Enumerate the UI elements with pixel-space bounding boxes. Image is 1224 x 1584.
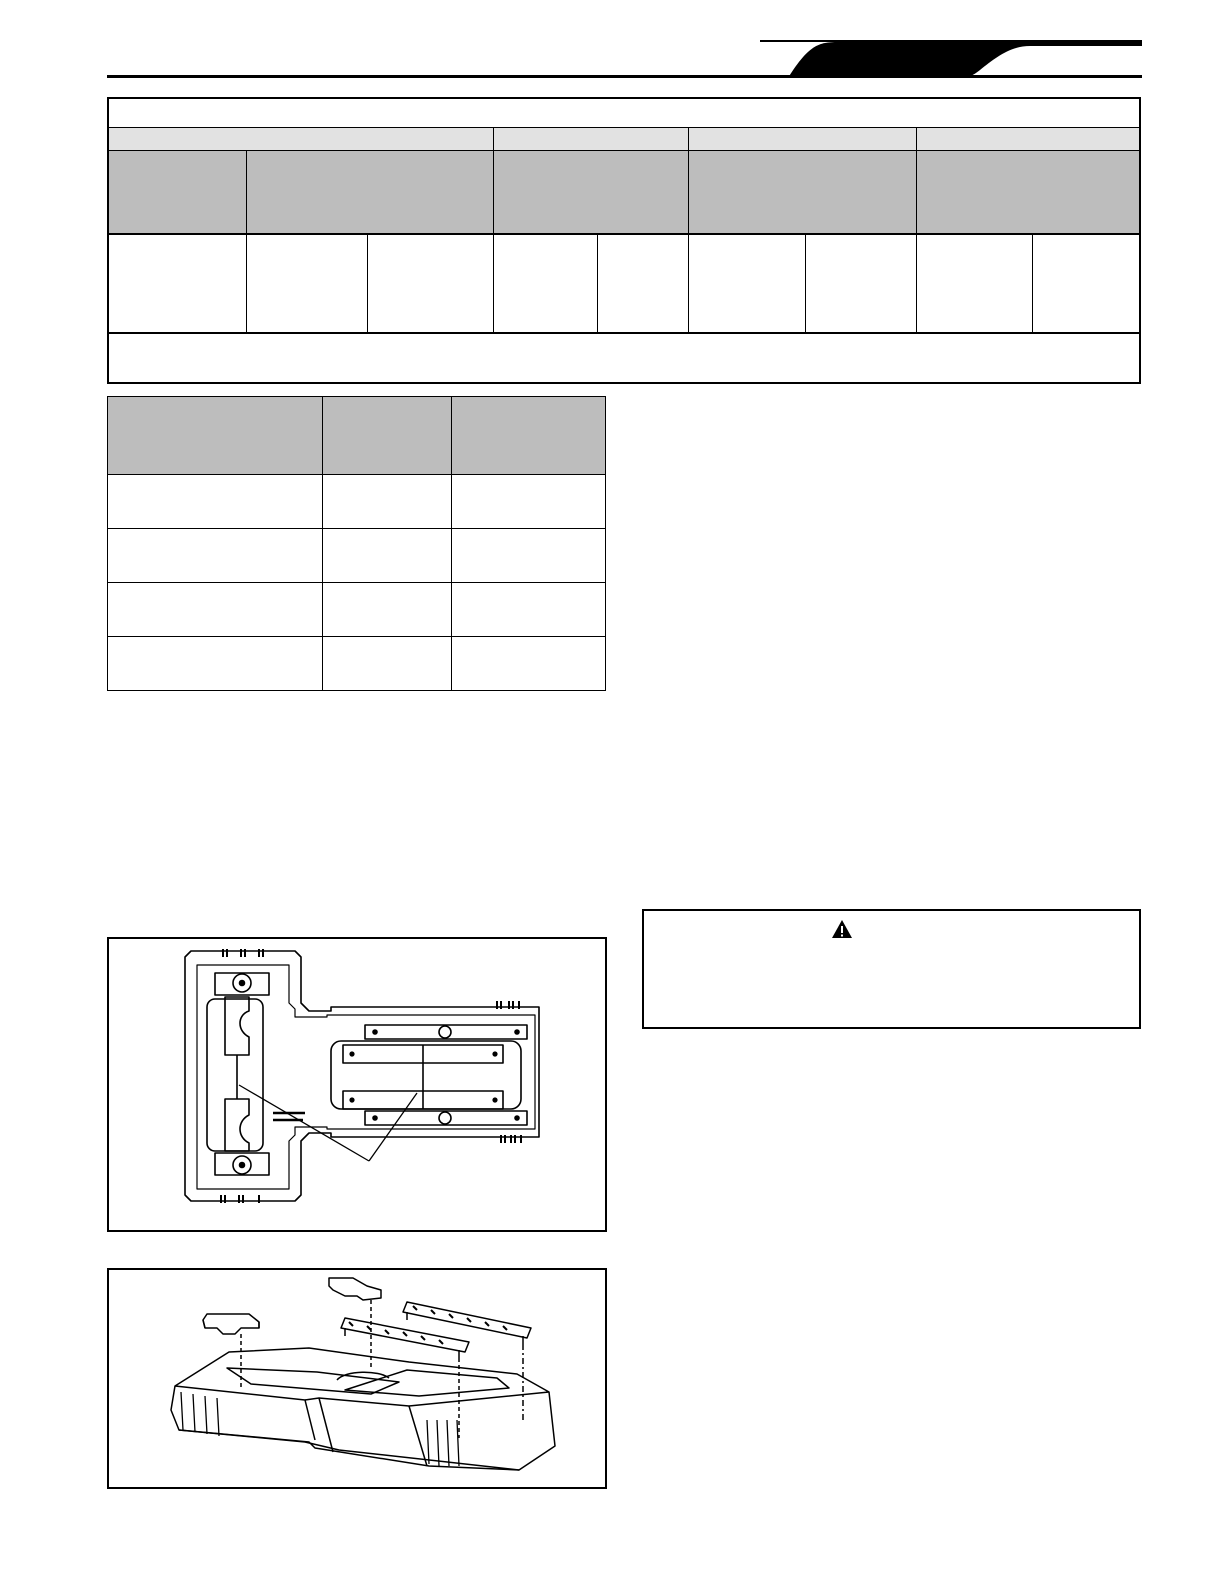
table-cell — [598, 235, 689, 334]
table-cell — [108, 529, 323, 583]
column-header-4 — [689, 151, 917, 235]
mid-spec-table — [107, 396, 606, 691]
mid-table-header-3 — [452, 397, 605, 475]
table-cell — [109, 235, 247, 334]
mid-table-header-2 — [323, 397, 452, 475]
top-table-title — [109, 99, 1139, 128]
group-header-4 — [917, 128, 1139, 151]
table-cell — [806, 235, 917, 334]
table-cell — [452, 637, 605, 690]
table-cell — [689, 235, 806, 334]
table-cell — [247, 235, 368, 334]
bracket-top-view-drawing — [109, 939, 605, 1230]
table-cell — [323, 475, 452, 529]
mid-table-header-1 — [108, 397, 323, 475]
figure-base-exploded-view — [107, 1268, 607, 1489]
table-cell — [1033, 235, 1139, 334]
group-header-3 — [689, 128, 917, 151]
column-header-3 — [494, 151, 689, 235]
figure-bracket-top-view — [107, 937, 607, 1232]
table-cell — [368, 235, 494, 334]
warning-triangle-icon — [831, 919, 853, 939]
table-cell — [452, 529, 605, 583]
table-cell — [323, 637, 452, 690]
table-cell — [917, 235, 1033, 334]
column-header-5 — [917, 151, 1139, 235]
header-rule — [107, 75, 1142, 78]
table-cell — [452, 475, 605, 529]
header-section-tab — [780, 38, 1142, 80]
base-exploded-drawing — [109, 1270, 605, 1487]
table-cell — [494, 235, 598, 334]
table-cell — [323, 583, 452, 637]
warning-box — [642, 909, 1141, 1029]
table-cell — [108, 637, 323, 690]
top-spec-table — [107, 97, 1141, 384]
table-cell — [108, 583, 323, 637]
group-header-2 — [494, 128, 689, 151]
group-header-1 — [109, 128, 494, 151]
column-header-2 — [247, 151, 494, 235]
table-cell — [452, 583, 605, 637]
table-cell — [323, 529, 452, 583]
column-header-1 — [109, 151, 247, 235]
table-cell — [108, 475, 323, 529]
top-table-footnote — [109, 334, 1139, 382]
